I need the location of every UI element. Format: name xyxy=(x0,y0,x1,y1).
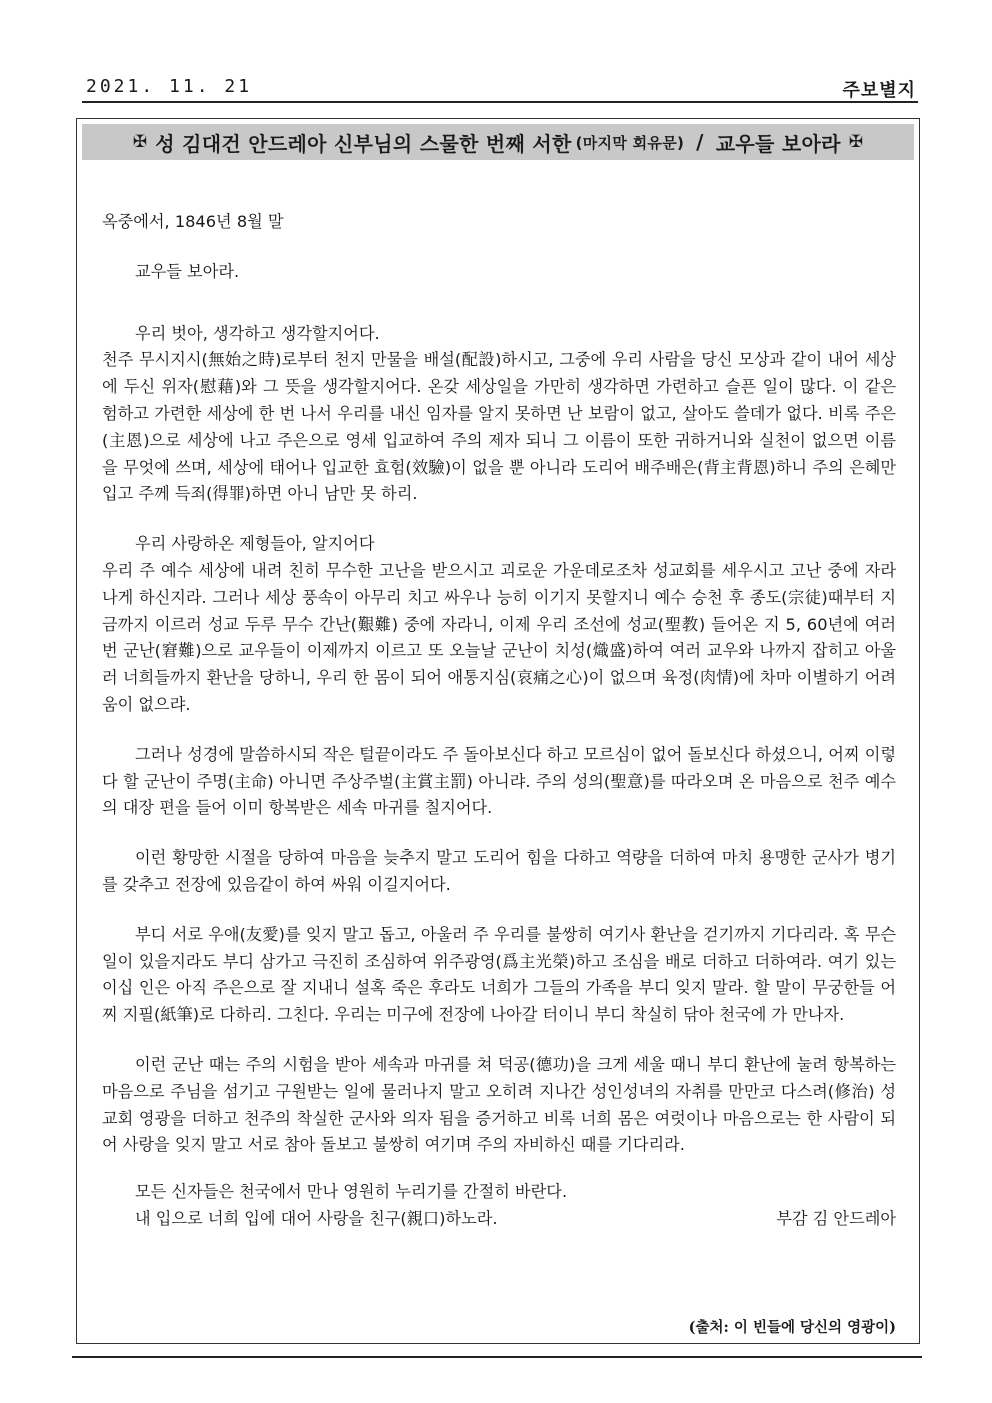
closing-line-1: 모든 신자들은 천국에서 만나 영원히 누리기를 간절히 바란다. xyxy=(135,1182,568,1202)
title-main: 성 김대건 안드레아 신부님의 스물한 번째 서한 xyxy=(155,131,572,156)
letter-greeting: 교우들 보아라. xyxy=(135,261,240,281)
closing-line-2: 내 입으로 너희 입에 대어 사랑을 친구(親口)하노라. xyxy=(135,1208,498,1228)
paragraph-6: 이런 군난 때는 주의 시험을 받아 세속과 마귀를 쳐 덕공(德功)을 크게 세울 때니 부디 환난에 눌려 항복하는 마음으로 주님을 섬기고 구원받는 일에 물러나지 말고 오히려 지나간 성인성녀의 자취를 만만코 다스려(修治) 성교회 영광을 더하고 천주의 착실한 군사와 의자 됨을 증거하고 비록 너희 몸은 여럿이나 마음으로는 한 사람이 되어 사랑을 잊지 말고 서로 참아 돌보고 불쌍히 여기며 주의 자비하신 때를 기다리라. xyxy=(102,1054,896,1155)
paragraph-1-lead: 우리 벗아, 생각하고 생각할지어다. xyxy=(135,323,380,343)
page-header xyxy=(82,76,918,102)
title-separator: / xyxy=(696,130,704,154)
paragraph-1: 천주 무시지시(無始之時)로부터 천지 만물을 배설(配設)하시고, 그중에 우리 사람을 당신 모상과 같이 내어 세상에 두신 위자(慰藉)와 그 뜻을 생각할지어다. 온갖 세상일을 가만히 생각하면 가련하고 슬픈 일이 많다. 이 같은 험하고 가련한 세상에 한 번 나서 우리를 내신 임자를 알지 못하면 난 보람이 없고, 살아도 쓸데가 없다. 비록 주은(主恩)으로 세상에 나고 주은으로 영세 입교하여 주의 제자 되니 그 이름이 또한 귀하거니와 실천이 없으면 이름을 무엇에 쓰며, 세상에 태어나 입교한 효험(效驗)이 없을 뿐 아니라 도리어 배주배은(背主背恩)하니 주의 은혜만 입고 주께 득죄(得罪)하면 아니 남만 못 하리. xyxy=(102,350,896,504)
letter-body xyxy=(102,209,896,1233)
footer-divider xyxy=(72,1356,922,1358)
signature: 부감 김 안드레아 xyxy=(776,1208,896,1228)
paragraph-2: 우리 주 예수 세상에 내려 친히 무수한 고난을 받으시고 괴로운 가운데로조차 성교회를 세우시고 고난 중에 자라나게 하신지라. 그러나 세상 풍속이 아무리 치고 싸우나 능히 이기지 못할지니 예수 승천 후 종도(宗徒)때부터 지금까지 이르러 성교 두루 무수 간난(艱難) 중에 자라니, 이제 우리 조선에 성교(聖教) 들어온 지 5, 60년에 여러 번 군난(窘難)으로 교우들이 이제까지 이르고 또 오늘날 군난이 치성(熾盛)하여 여러 교우와 나까지 잡히고 아울러 너희들까지 환난을 당하니, 우리 한 몸이 되어 애통지심(哀痛之心)이 없으며 육정(肉情)에 차마 이별하기 어려움이 없으랴. xyxy=(102,560,896,714)
header-divider xyxy=(82,101,918,103)
bulletin-title: 주보별지 xyxy=(842,80,916,101)
letter-dateline: 옥중에서, 1846년 8월 말 xyxy=(102,212,284,231)
paragraph-4: 이런 황망한 시절을 당하여 마음을 늦추지 말고 도리어 힘을 다하고 역량을 더하여 마치 용맹한 군사가 병기를 갖추고 전장에 있음같이 하여 싸워 이길지어다. xyxy=(102,848,896,894)
bulletin-date: 2021. 11. 21 xyxy=(86,76,253,97)
source-credit: (출처: 이 빈들에 당신의 영광이) xyxy=(688,1319,896,1336)
cross-right-icon: ✠ xyxy=(848,132,864,152)
article-title-banner xyxy=(82,124,914,160)
closing-row xyxy=(102,1206,896,1233)
title-end: 교우들 보아라 xyxy=(715,131,841,156)
paragraph-3: 그러나 성경에 말씀하시되 작은 털끝이라도 주 돌아보신다 하고 모르심이 없어 돌보신다 하셨으니, 어찌 이렇다 할 군난이 주명(主命) 아니면 주상주벌(主賞主罰) 아니랴. 주의 성의(聖意)를 따라오며 온 마음으로 천주 예수의 대장 편을 들어 이미 항복받은 세속 마귀를 칠지어다. xyxy=(102,744,896,818)
paragraph-2-lead: 우리 사랑하온 제형들아, 알지어다 xyxy=(135,534,375,554)
cross-left-icon: ✠ xyxy=(132,132,148,152)
title-sub: (마지막 회유문) xyxy=(575,133,685,152)
paragraph-5: 부디 서로 우애(友愛)를 잊지 말고 돕고, 아울러 주 우리를 불쌍히 여기사 환난을 걷기까지 기다리라. 혹 무슨 일이 있을지라도 부디 삼가고 극진히 조심하여 위주광영(爲主光榮)하고 조심을 배로 더하고 더하여라. 여기 있는 이십 인은 아직 주은으로 잘 지내니 설혹 죽은 후라도 너희가 그들의 가족을 부디 잊지 말라. 할 말이 무궁한들 어찌 지필(紙筆)로 다하리. 그친다. 우리는 미구에 전장에 나아갈 터이니 부디 착실히 닦아 천국에 가 만나자. xyxy=(102,924,896,1025)
